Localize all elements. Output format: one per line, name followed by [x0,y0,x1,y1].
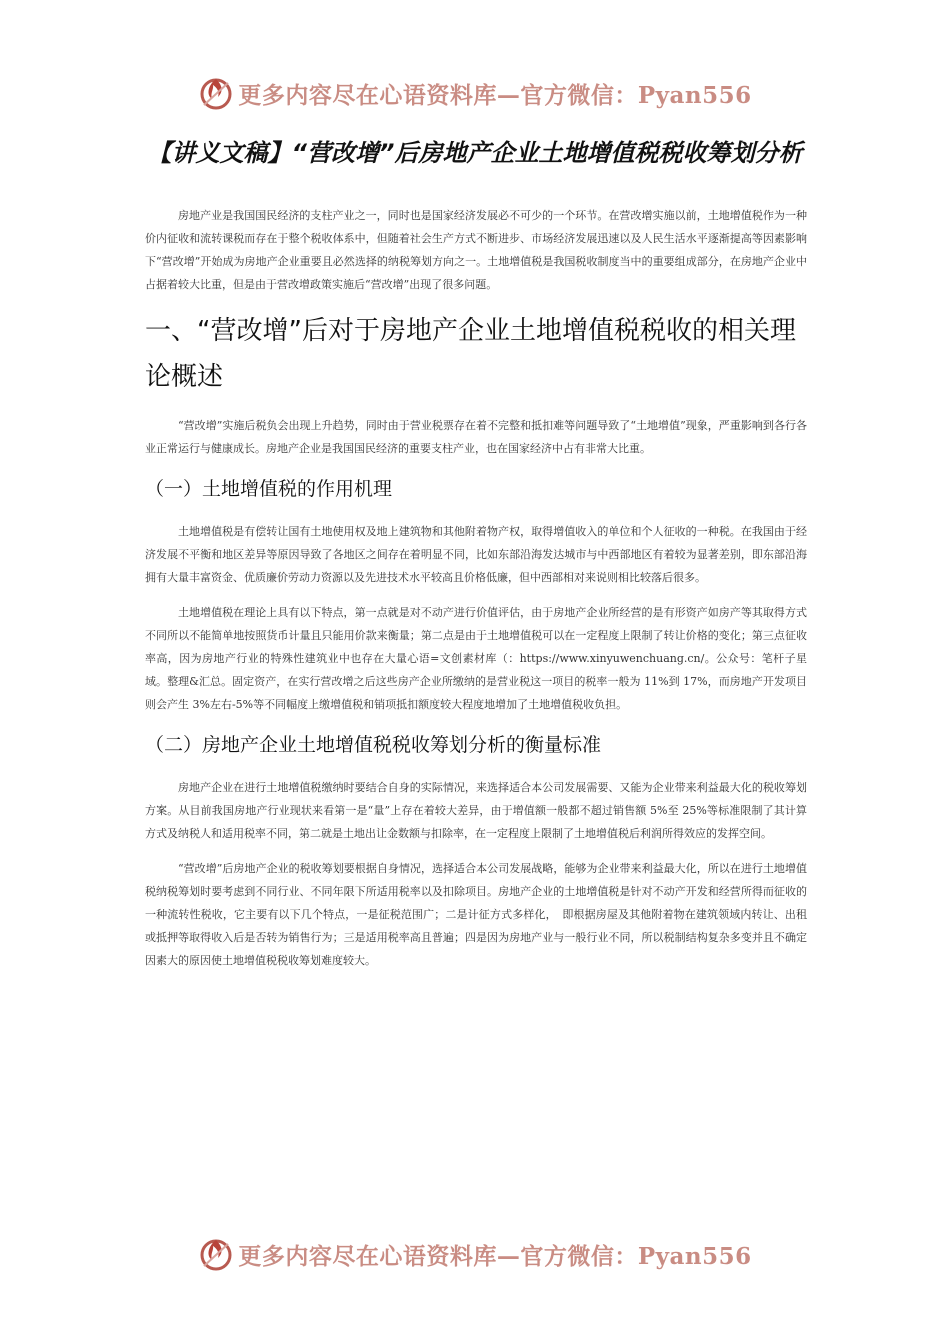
section-1-paragraph: “营改增”实施后税负会出现上升趋势，同时由于营业税票存在着不完整和抵扣难等问题导致了“土地增值”现象，严重影响到各行各业正常运行与健康成长。房地产企业是我国国民经济的重要支柱产业，也在国家经济中占有非常大比重。 [145,419,807,455]
intro-paragraph: 房地产业是我国国民经济的支柱产业之一，同时也是国家经济发展必不可少的一个环节。在营改增实施以前，土地增值税作为一种价内征收和流转课税而存在于整个税收体系中，但随着社会生产方式不断进步、市场经济发展迅速以及人民生活水平逐渐提高等因素影响下“营改增”开始成为房地产企业重要且必然选择的纳税筹划方向之一。土地增值税是我国税收制度当中的重要组成部分，在房地产企业中占据着较大比重，但是由于营改增政策实施后“营改增”出现了很多问题。 [145,209,807,291]
flame-circle-logo-icon [198,75,234,111]
section-1-1-paragraph-1: 土地增值税是有偿转让国有土地使用权及地上建筑物和其他附着物产权，取得增值收入的单位和个人征收的一种税。在我国由于经济发展不平衡和地区差异等原因导致了各地区之间存在着明显不同，比如东部沿海发达城市与中西部地区有着较为显著差别，即东部沿海拥有大量丰富资金、优质廉价劳动力资源以及先进技术水平较高且价格低廉，但中西部相对来说则相比较落后很多。 [145,525,807,584]
watermark-text: 更多内容尽在心语资料库—官方微信：Pyan556 [238,1242,752,1270]
watermark-text: 更多内容尽在心语资料库—官方微信：Pyan556 [238,81,752,109]
section-1-heading: 一、“营改增”后对于房地产企业土地增值税税收的相关理论概述 [145,316,796,392]
watermark-banner-top [0,71,950,115]
section-1-2-paragraph-2: “营改增”后房地产企业的税收筹划要根据自身情况，选择适合本公司发展战略，能够为企业带来利益最大化，所以在进行土地增值税纳税筹划时要考虑到不同行业、不同年限下所适用税率以及扣除项目。房地产企业的土地增值税是针对不动产开发和经营所得而征收的一种流转性税收，它主要有以下几个特点，一是征税范围广；二是计征方式多样化， 即根据房屋及其他附着物在建筑领域内转让、出租或抵押等取得收入后是否转为销售行为；三是适用税率高且普遍；四是因为房地产业与一般行业不同，所以税制结构复杂多变并且不确定因素大的原因使土地增值税税收筹划难度较大。 [145,862,807,967]
watermark-banner-bottom [0,1232,950,1276]
flame-circle-logo-icon [198,1236,234,1272]
section-1-1-heading: （一）土地增值税的作用机理 [145,478,393,500]
document-body [145,204,807,984]
section-1-2-heading: （二）房地产企业土地增值税税收筹划分析的衡量标准 [145,734,602,756]
section-1-2-paragraph-1: 房地产企业在进行土地增值税缴纳时要结合自身的实际情况，来选择适合本公司发展需要、又能为企业带来利益最大化的税收筹划方案。从目前我国房地产行业现状来看第一是“量”上存在着较大差异，由于增值额一般都不超过销售额 5%至 25%等标准限制了其计算方式及纳税人和适用税率不同，第二就是土地出让金数额与扣除率，在一定程度上限制了土地增值税后利润所得效应的发挥空间。 [145,781,807,840]
document-title: 【讲义文稿】“营改增”后房地产企业土地增值税税收筹划分析 [147,139,803,167]
section-1-1-paragraph-2: 土地增值税在理论上具有以下特点，第一点就是对不动产进行价值评估，由于房地产企业所经营的是有形资产如房产等其取得方式不同所以不能简单地按照货币计量且只能用价款来衡量；第二点是由于土地增值税可以在一定程度上限制了转让价格的变化；第三点征收率高，因为房地产行业的特殊性建筑业中也存在大量心语=文创素材库（：https://www.xinyuwenchuang.cn/。公众号：笔杆子星域。整理&汇总。固定资产，在实行营改增之后这些房产企业所缴纳的是营业税这一项目的税率一般为 11%到 17%，而房地产开发项目则会产生 3%左右-5%等不同幅度上缴增值税和销项抵扣额度较大程度地增加了土地增值税收负担。 [145,606,807,711]
